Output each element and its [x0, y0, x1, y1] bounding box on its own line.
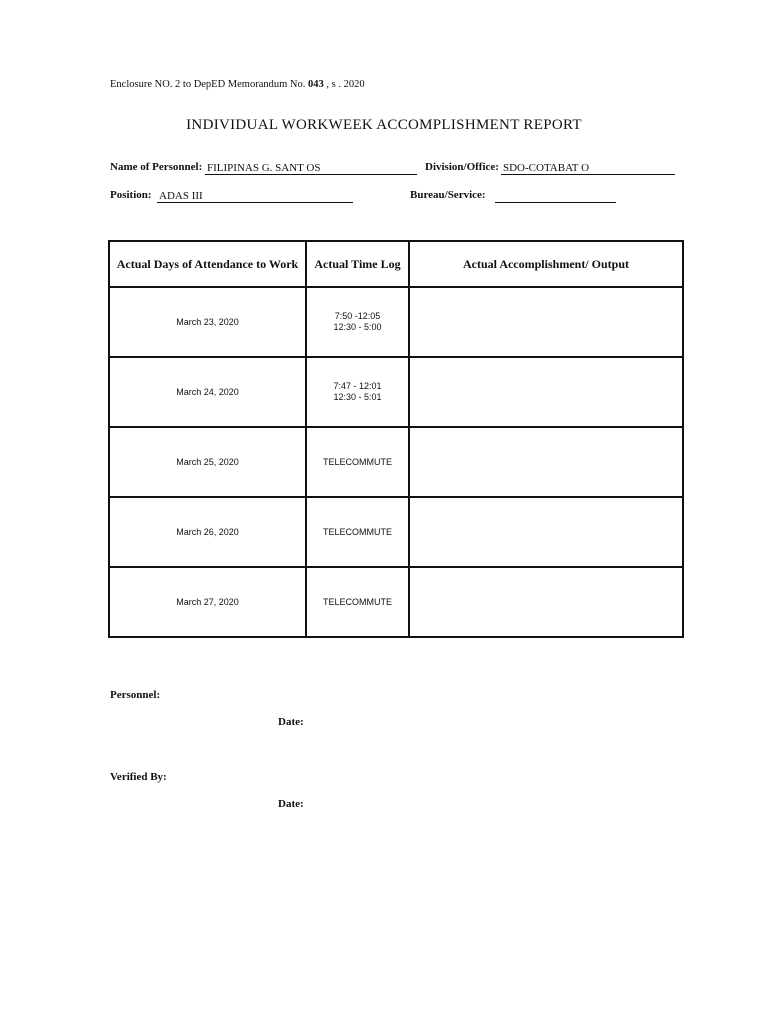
division-office-field[interactable]: SDO-COTABAT O [501, 161, 675, 175]
table-row [109, 287, 683, 357]
attendance-date-cell: March 23, 2020 [109, 287, 306, 357]
accomplishment-output-cell[interactable] [409, 427, 683, 497]
table-row [109, 427, 683, 497]
time-log-morning: 7:50 -12:05 [334, 311, 381, 321]
accomplishment-output-cell[interactable] [409, 567, 683, 637]
time-log-status: TELECOMMUTE [322, 526, 392, 537]
bureau-service-field[interactable] [495, 189, 616, 203]
table-row [109, 497, 683, 567]
table-header-row [109, 241, 683, 287]
bureau-service-label: Bureau/Service: [410, 189, 486, 201]
table-row [109, 357, 683, 427]
report-title: INDIVIDUAL WORKWEEK ACCOMPLISHMENT REPORT [186, 117, 582, 133]
table-row [109, 567, 683, 637]
accomplishment-output-cell[interactable] [409, 287, 683, 357]
enclosure-suffix: , s . 2020 [326, 79, 365, 90]
header-days-attendance: Actual Days of Attendance to Work [109, 241, 306, 287]
accomplishment-output-cell[interactable] [409, 357, 683, 427]
enclosure-line [110, 79, 365, 90]
time-log-cell [306, 287, 409, 357]
attendance-date-cell: March 24, 2020 [109, 357, 306, 427]
memo-number: 043 [308, 79, 324, 90]
time-log-cell [306, 567, 409, 637]
attendance-date-cell: March 27, 2020 [109, 567, 306, 637]
personnel-date-label: Date: [278, 716, 304, 728]
time-log-afternoon: 12:30 - 5:01 [333, 392, 382, 402]
division-office-label: Division/Office: [425, 161, 499, 173]
position-field[interactable]: ADAS III [157, 189, 353, 203]
verified-date-label: Date: [278, 798, 304, 810]
time-log-cell [306, 357, 409, 427]
attendance-date-cell: March 25, 2020 [109, 427, 306, 497]
time-log-status: TELECOMMUTE [322, 456, 392, 467]
position-label: Position: [110, 189, 152, 201]
time-log-cell [306, 427, 409, 497]
verified-by-label: Verified By: [110, 771, 167, 783]
time-log-cell [306, 497, 409, 567]
attendance-date-cell: March 26, 2020 [109, 497, 306, 567]
accomplishment-output-cell[interactable] [409, 497, 683, 567]
time-log-status: TELECOMMUTE [322, 596, 392, 607]
time-log-morning: 7:47 - 12:01 [333, 381, 382, 391]
accomplishment-table [108, 240, 684, 638]
header-accomplishment: Actual Accomplishment/ Output [409, 241, 683, 287]
personnel-signature-label: Personnel: [110, 689, 161, 701]
enclosure-prefix: Enclosure NO. 2 to DepED Memorandum No. [110, 79, 306, 90]
name-of-personnel-field[interactable]: FILIPINAS G. SANT OS [205, 161, 417, 175]
name-of-personnel-label: Name of Personnel: [110, 161, 203, 173]
time-log-afternoon: 12:30 - 5:00 [333, 322, 382, 332]
header-time-log: Actual Time Log [306, 241, 409, 287]
